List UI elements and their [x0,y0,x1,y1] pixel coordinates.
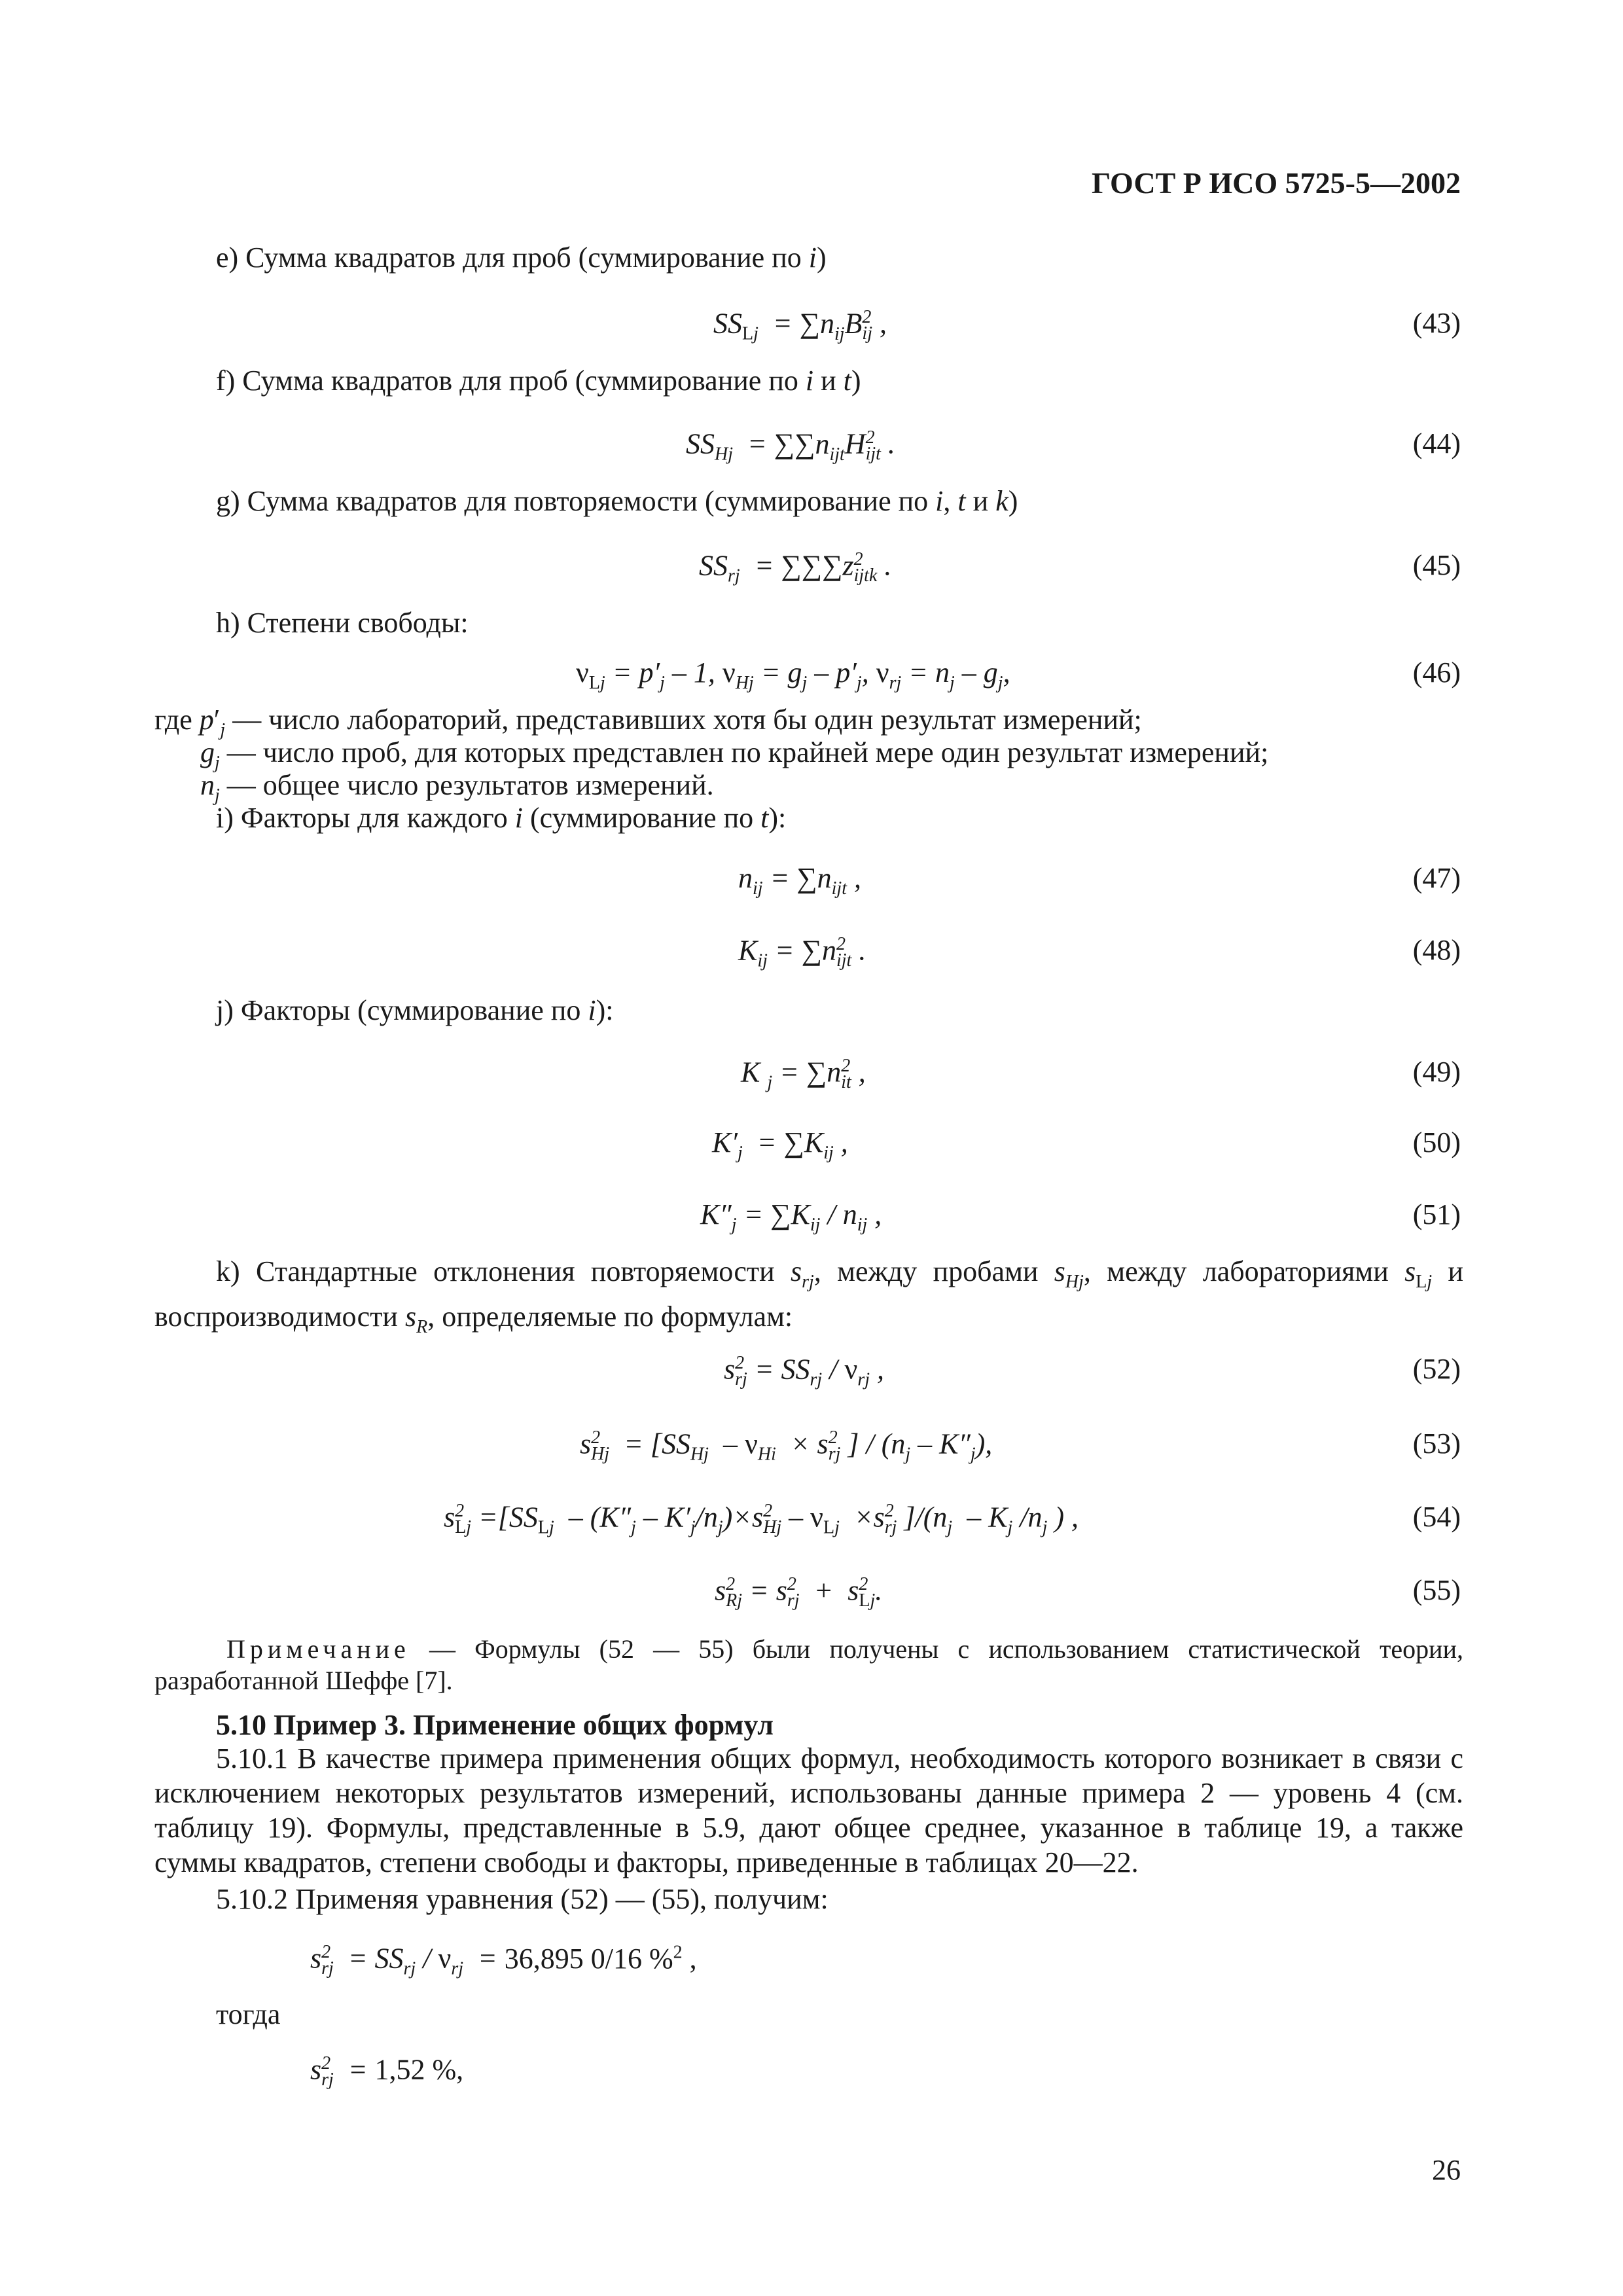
equation-49: K $_j = \sum n^2_{it}$ , [741,1056,866,1093]
equation-number-55: (55) [1412,1574,1461,1606]
item-h: h) Степени свободы: [216,607,469,639]
equation-54: $s^2_{Lj} =[SS_{Lj} - (K''_j - K'_j/n_j)\times s^2_{Hj} - \nu_{Lj} \times s^2_{rj}$ ]$/(n_j - K_j$ $/n_j$ ) , [444,1501,1079,1538]
item-j: j) Факторы (суммирование по i): [216,994,614,1026]
equation-53: $s^2_{Hj} = [SS_{Hj} - \nu_{Hi} \times s^2_{rj}$ ] / $(n_j - K''_j)$, [580,1427,993,1465]
word-then: тогда [216,1998,281,2030]
page-number: 26 [1432,2154,1461,2186]
where-line-1: где $p'_j$ — число лабораторий, представивших хотя бы один результат измерений; [154,704,1142,740]
note-text: — Формулы (52 — 55) были получены с использованием статистической теории, разработанной Шеффе [7]. [154,1634,1463,1695]
equation-43: $SS_{Lj} = \sum n_{ij}B^2_{ij}$ , [713,307,887,344]
equation-48: $K_{ij} = \sum n^2_{ijt}$ . [738,934,866,971]
example-formula-1: $s^2_{rj} = SS_{rj} / \nu_{rj} = 36,895$ 0/16 %$^2$ , [310,1942,697,1979]
equation-51: $K''_j = \sum K_{ij} / n_{ij}$ , [700,1198,882,1235]
item-f: f) Сумма квадратов для проб (суммирование по i и t) [216,365,861,397]
equation-55: $s^2_{Rj} = s^2_{rj} + s^2_{Lj}$. [715,1574,883,1611]
equation-50: $K'_j = \sum K_{ij}$ , [712,1126,848,1163]
where-line-3: $n_j$ — общее число результатов измерений. [200,769,714,806]
equation-number-52: (52) [1412,1353,1461,1385]
where-line-2: $g_j$ — число проб, для которых представлен по крайней мере один результат измерений; [200,736,1269,773]
equation-number-47: (47) [1412,862,1461,894]
equation-number-48: (48) [1412,934,1461,966]
section-heading: 5.10 Пример 3. Применение общих формул [216,1709,774,1741]
equation-number-50: (50) [1412,1126,1461,1158]
note [154,1634,1463,1696]
document-header: ГОСТ Р ИСО 5725-5—2002 [1091,166,1461,200]
item-i: i) Факторы для каждого i (суммирование по t): [216,802,787,834]
equation-number-44: (44) [1412,427,1461,459]
equation-number-46: (46) [1412,656,1461,689]
equation-47: $n_{ij} = \sum n_{ijt}$ , [738,862,861,899]
equation-number-49: (49) [1412,1056,1461,1088]
equation-number-45: (45) [1412,549,1461,581]
equation-number-54: (54) [1412,1501,1461,1533]
equation-44: $SS_{Hj} = \sum\sum n_{ijt}H^2_{ijt}$ . [686,427,895,465]
paragraph-5-10-1: 5.10.1 В качестве примера применения общих формул, необходимость которого возникает в связи с исключением некоторых результатов измерений, использованы данные примера 2 — уровень 4 (см. таблицу 19). Формулы, представленные в 5.9, дают общее среднее, указанное в таблице 19, а также суммы квадратов, степени свободы и факторы, приведенные в таблицах 20—22. [154,1742,1463,1878]
example-formula-2: $s^2_{rj} = 1,52$ %, [310,2053,464,2090]
paragraph-5-10-2: 5.10.2 Применяя уравнения (52) — (55), получим: [216,1883,829,1915]
equation-number-43: (43) [1412,307,1461,339]
equation-45: $SS_{rj} = \sum\sum\sum z^2_{ijtk}$ . [699,549,892,586]
item-k: k) Стандартные отклонения повторяемости $s_{rj}$, между пробами $s_{Hj}$, между лабораториями $s_{Lj}$ и воспроизводимости $s_R$, определяемые по формулам: [154,1255,1464,1337]
equation-52: $s^2_{rj} = SS_{rj} / \nu_{rj}$ , [724,1353,885,1390]
equation-number-53: (53) [1412,1427,1461,1460]
item-e: е) Сумма квадратов для проб (суммирование по i) [216,242,827,274]
item-g: g) Сумма квадратов для повторяемости (суммирование по i, t и k) [216,485,1018,517]
note-label: Примечание [226,1634,410,1664]
equation-number-51: (51) [1412,1198,1461,1230]
equation-46: $\nu_{Lj} = p'_j - 1$, $\nu_{Hj} = g_j - p'_j$, $\nu_{rj} = n_j - g_j$, [576,656,1010,693]
